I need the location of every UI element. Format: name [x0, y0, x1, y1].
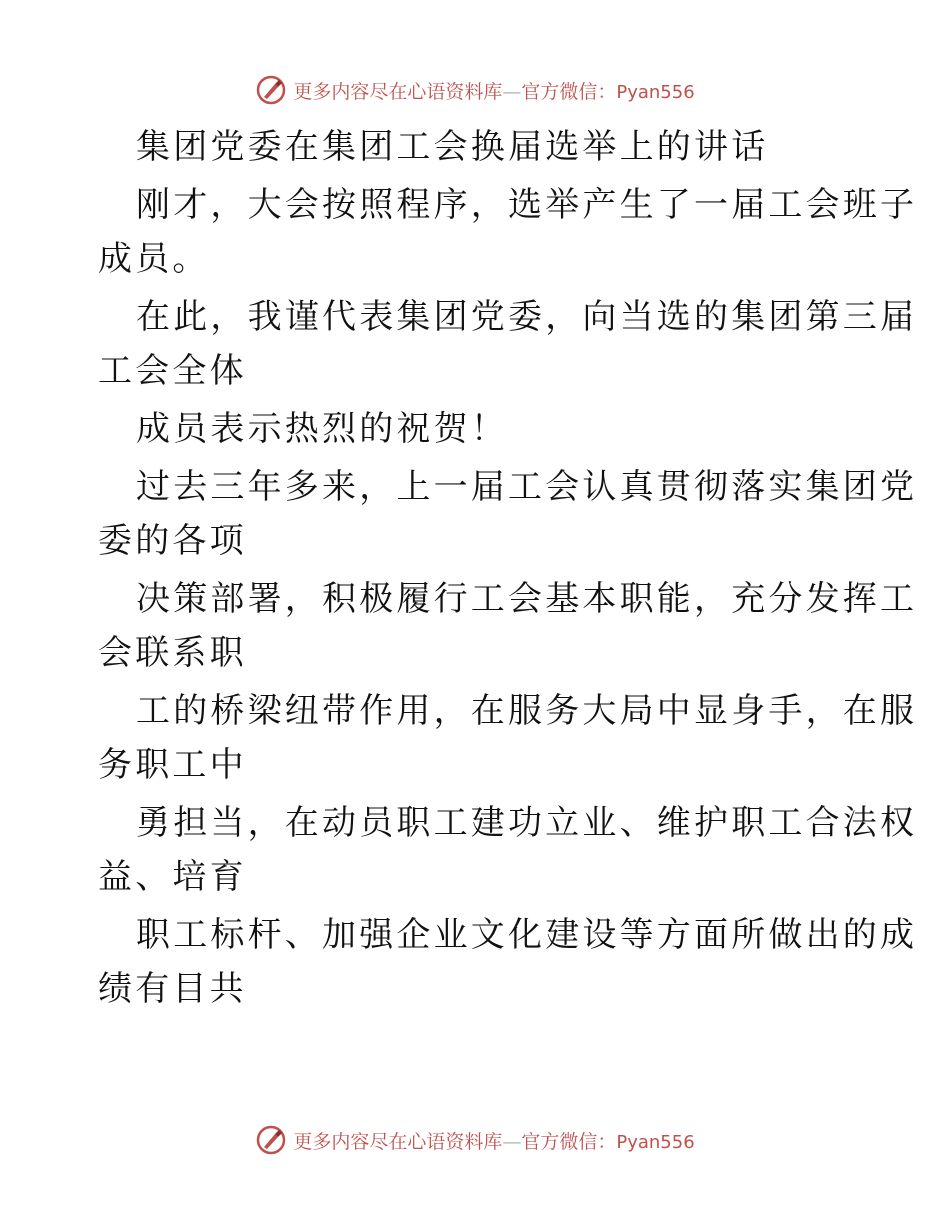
paragraph-line: 勇担当，在动员职工建功立业、维护职工合法权: [136, 803, 918, 843]
watermark-label: 官方微信：: [521, 1130, 617, 1153]
watermark-contact: Pyan556: [616, 81, 695, 103]
document-body: [98, 120, 918, 1016]
pen-logo-icon: [255, 74, 287, 106]
paragraph-line: 决策部署，积极履行工会基本职能，充分发挥工: [136, 579, 918, 619]
header-watermark: [0, 70, 950, 110]
paragraph-line: 刚才，大会按照程序，选举产生了一届工会班子: [136, 185, 918, 225]
paragraph-line: 益、培育: [98, 857, 247, 897]
watermark-label: 官方微信：: [521, 80, 617, 103]
watermark-text: [293, 77, 694, 104]
paragraph-line: 工会全体: [98, 351, 247, 391]
document-title: 集团党委在集团工会换届选举上的讲话: [136, 127, 769, 167]
paragraph-line: 在此，我谨代表集团党委，向当选的集团第三届: [136, 297, 918, 337]
paragraph-line: 职工标杆、加强企业文化建设等方面所做出的成: [136, 915, 918, 955]
watermark-contact: Pyan556: [616, 1131, 695, 1153]
watermark-text: [293, 1127, 694, 1154]
watermark-separator: —: [502, 1130, 522, 1153]
paragraph-line: 委的各项: [98, 521, 247, 561]
paragraph-line: 会联系职: [98, 633, 247, 673]
watermark-main: 更多内容尽在心语资料库: [293, 1130, 503, 1153]
watermark-separator: —: [502, 80, 522, 103]
paragraph-line: 务职工中: [98, 745, 247, 785]
paragraph-line: 成员。: [98, 239, 210, 279]
paragraph-line: 成员表示热烈的祝贺！: [136, 409, 508, 449]
paragraph-line: 工的桥梁纽带作用，在服务大局中显身手，在服: [136, 691, 918, 731]
pen-logo-icon: [255, 1124, 287, 1156]
watermark-main: 更多内容尽在心语资料库: [293, 80, 503, 103]
paragraph-line: 绩有目共: [98, 969, 247, 1009]
paragraph-line: 过去三年多来，上一届工会认真贯彻落实集团党: [136, 467, 918, 507]
footer-watermark: [0, 1120, 950, 1160]
